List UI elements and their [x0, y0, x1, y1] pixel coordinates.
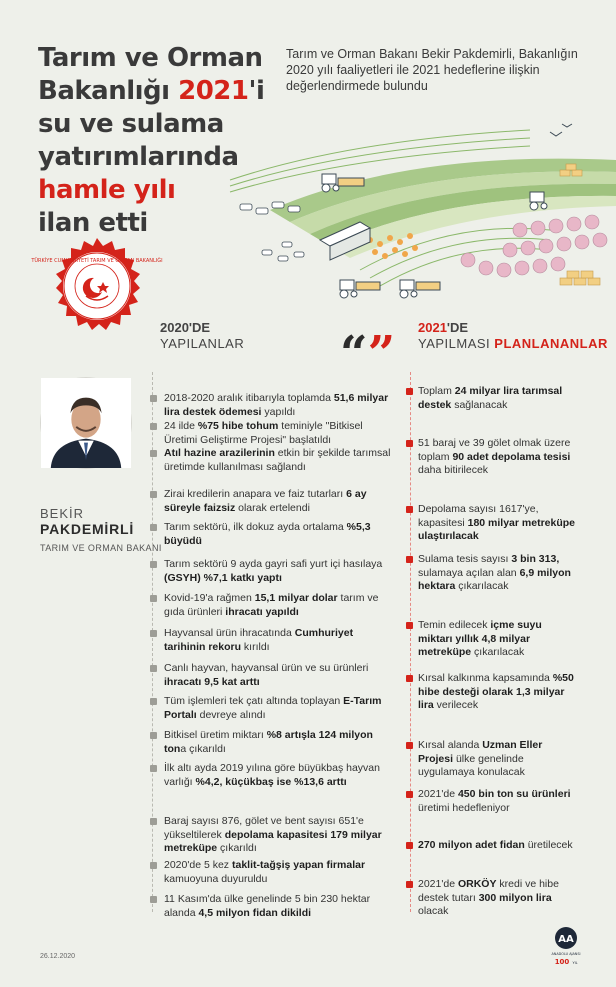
- farm-landscape-illustration: [230, 110, 616, 310]
- minister-first-name: BEKİR: [40, 506, 85, 521]
- timeline-item: 51 baraj ve 39 gölet olmak üzere toplam 90 adet depolama tesisi daha bitirilecek: [418, 437, 578, 478]
- agency-name: ANADOLU AJANSI: [551, 952, 581, 956]
- title-line: su ve sulama: [38, 109, 224, 139]
- timeline-item: Kırsal kalkınma kapsamında %50 hibe desteği olarak 1,3 milyar lira verilecek: [418, 672, 578, 713]
- minister-portrait: [40, 377, 132, 469]
- title-line: yatırımlarında: [38, 142, 239, 172]
- title-line: Tarım ve Orman: [38, 43, 263, 73]
- minister-title: TARIM VE ORMAN BAKANI: [40, 543, 162, 553]
- timeline-item: 270 milyon adet fidan üretilecek: [418, 839, 578, 853]
- quote-icon: “”: [340, 326, 396, 382]
- agency-mark: AA: [558, 934, 574, 945]
- timeline-item: Baraj sayısı 876, gölet ve bent sayısı 651'e yükseltilerek depolama kapasitesi 179 milyar metreküpe çıkarıldı: [164, 815, 392, 856]
- timeline-item: İlk altı ayda 2019 yılına göre büyükbaş hayvan varlığı %4,2, küçükbaş ise %13,6 arttı: [164, 762, 392, 789]
- timeline-item: Toplam 24 milyar lira tarımsal destek sağlanacak: [418, 385, 578, 412]
- timeline-item: Zirai kredilerin anapara ve faiz tutarları 6 ay süreyle faizsiz olarak ertelendi: [164, 488, 392, 515]
- timeline-item: Depolama sayısı 1617'ye, kapasitesi 180 milyar metreküpe ulaştırılacak: [418, 503, 578, 544]
- timeline-item: 2020'de 5 kez taklit-tağşiş yapan firmalar kamuoyuna duyuruldu: [164, 859, 392, 886]
- timeline-item: Sulama tesis sayısı 3 bin 313, sulamaya açılan alan 6,9 milyon hektara çıkarılacak: [418, 553, 578, 594]
- timeline-item: Kırsal alanda Uzman Eller Projesi ülke genelinde uygulamaya konulacak: [418, 739, 578, 780]
- title-line: Bakanlığı 2021'i: [38, 76, 265, 106]
- timeline-item: Bitkisel üretim miktarı %8 artışla 124 milyon tona çıkarıldı: [164, 729, 392, 756]
- timeline-item: 2018-2020 aralık itibarıyla toplamda 51,6 milyar lira destek ödemesi yapıldı: [164, 392, 392, 419]
- timeline-item: Temin edilecek içme suyu miktarı yıllık 4,8 milyar metreküpe çıkarılacak: [418, 619, 578, 660]
- timeline-item: Canlı hayvan, hayvansal ürün ve su ürünleri ihracatı 9,5 kat arttı: [164, 662, 392, 689]
- timeline-item: 24 ilde %75 hibe tohum teminiyle "Bitkisel Üretimi Geliştirme Projesi" başlatıldı: [164, 420, 392, 447]
- date-label: 26.12.2020: [40, 953, 76, 960]
- ministry-seal-logo: [31, 238, 163, 336]
- left-column-heading: 2020'DE YAPILANLAR: [160, 320, 245, 351]
- anadolu-agency-logo: [548, 926, 584, 968]
- agency-anniv: 100: [554, 958, 570, 966]
- timeline-item: Tarım sektörü, ilk dokuz ayda ortalama %5,3 büyüdü: [164, 521, 392, 548]
- timeline-item: 11 Kasım'da ülke genelinde 5 bin 230 hektar alanda 4,5 milyon fidan dikildi: [164, 893, 392, 920]
- right-column-heading: 2021'DE YAPILMASI PLANLANANLAR: [418, 320, 608, 351]
- timeline-item: Tarım sektörü 9 ayda gayri safi yurt içi hasılaya (GSYH) %7,1 katkı yaptı: [164, 558, 392, 585]
- timeline-item: Kovid-19'a rağmen 15,1 milyar dolar tarım ve gıda ürünleri ihracatı yapıldı: [164, 592, 392, 619]
- timeline-item: Hayvansal ürün ihracatında Cumhuriyet tarihinin rekoru kırıldı: [164, 627, 392, 654]
- title-line: hamle yılı: [38, 175, 176, 205]
- right-timeline-line: [410, 372, 411, 912]
- intro-text: Tarım ve Orman Bakanı Bekir Pakdemirli, Bakanlığın 2020 yılı faaliyetleri ile 2021 hedeflerine ilişkin değerlendirmede bulundu: [286, 47, 578, 93]
- timeline-item: 2021'de ORKÖY kredi ve hibe destek tutarı 300 milyon lira olacak: [418, 878, 578, 919]
- timeline-item: Tüm işlemleri tek çatı altında toplayan E-Tarım Portalı devreye alındı: [164, 695, 392, 722]
- agency-anniv-sub: YIL: [572, 961, 578, 965]
- minister-last-name: PAKDEMİRLİ: [40, 521, 135, 537]
- title-line: ilan etti: [38, 208, 148, 238]
- timeline-item: 2021'de 450 bin ton su ürünleri üretimi hedefleniyor: [418, 788, 578, 815]
- logo-text: TÜRKİYE CUMHURİYETİ TARIM VE ORMAN BAKANLIĞI: [31, 258, 163, 264]
- timeline-item: Atıl hazine arazilerinin etkin bir şekilde tarımsal üretimde kullanılması sağlandı: [164, 447, 391, 473]
